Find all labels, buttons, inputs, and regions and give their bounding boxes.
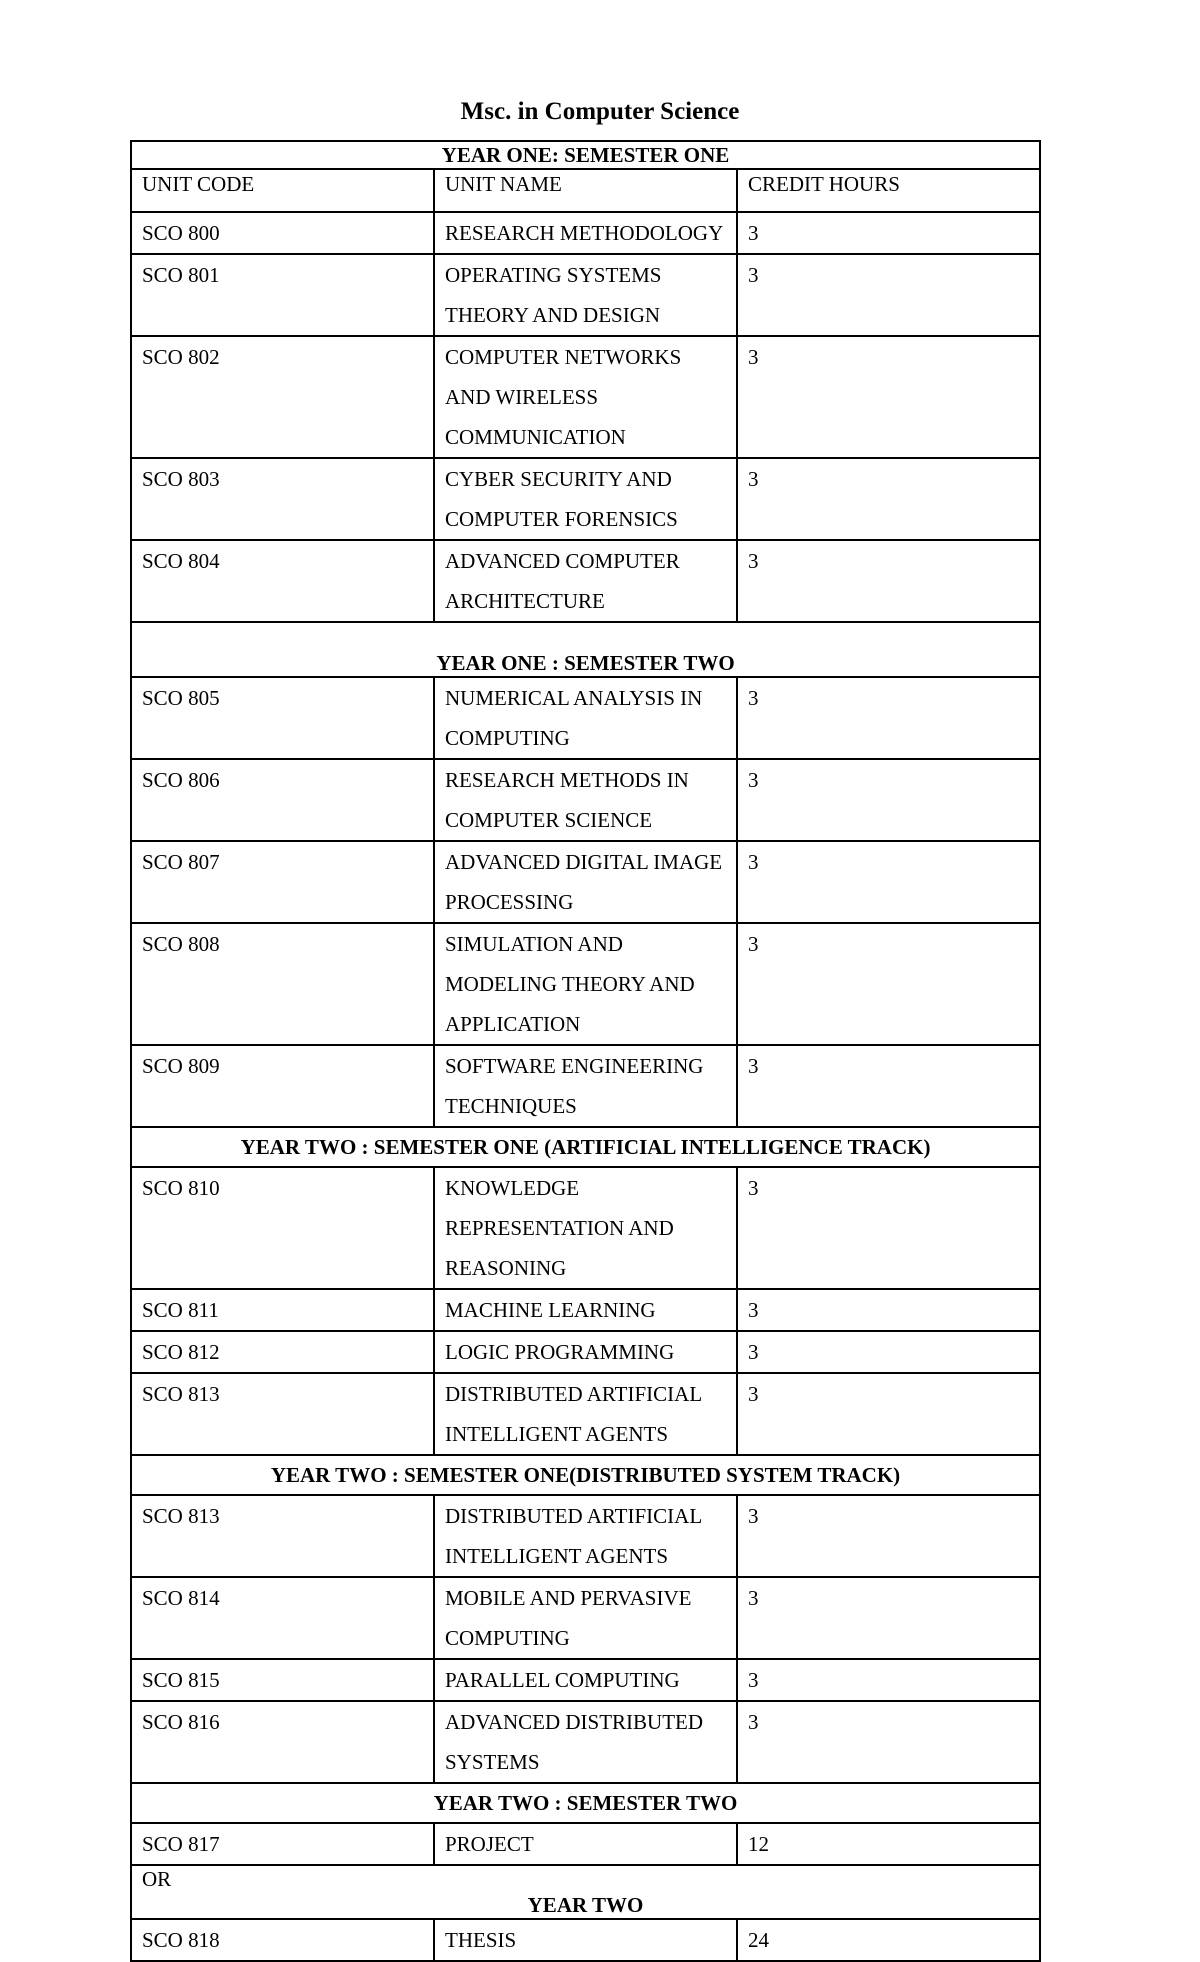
unit-name: PROJECT (434, 1823, 737, 1865)
table-row (131, 540, 1040, 622)
unit-name: RESEARCH METHODS IN COMPUTER SCIENCE (434, 759, 737, 841)
curriculum-table (130, 140, 1041, 1962)
section-header-row (131, 141, 1040, 169)
unit-code: SCO 809 (131, 1045, 434, 1127)
credit-hours: 3 (737, 1167, 1040, 1289)
unit-name: COMPUTER NETWORKS AND WIRELESS COMMUNICATION (434, 336, 737, 458)
credit-hours: 3 (737, 759, 1040, 841)
unit-code: SCO 818 (131, 1919, 434, 1961)
table-row (131, 1701, 1040, 1783)
or-label: OR (142, 1867, 172, 1891)
unit-code: SCO 812 (131, 1331, 434, 1373)
unit-code: SCO 803 (131, 458, 434, 540)
unit-name: ADVANCED COMPUTER ARCHITECTURE (434, 540, 737, 622)
unit-code: SCO 805 (131, 677, 434, 759)
credit-hours: 3 (737, 1331, 1040, 1373)
credit-hours: 24 (737, 1919, 1040, 1961)
credit-hours: 3 (737, 254, 1040, 336)
unit-name: DISTRIBUTED ARTIFICIAL INTELLIGENT AGENTS (434, 1373, 737, 1455)
table-row (131, 212, 1040, 254)
unit-code: SCO 811 (131, 1289, 434, 1331)
unit-code: SCO 804 (131, 540, 434, 622)
credit-hours: 3 (737, 1577, 1040, 1659)
section-title: YEAR TWO : SEMESTER ONE(DISTRIBUTED SYSTEM TRACK) (131, 1455, 1040, 1495)
credit-hours: 3 (737, 458, 1040, 540)
credit-hours: 3 (737, 677, 1040, 759)
unit-name: MACHINE LEARNING (434, 1289, 737, 1331)
unit-name: MOBILE AND PERVASIVE COMPUTING (434, 1577, 737, 1659)
section-header-row (131, 1455, 1040, 1495)
credit-hours-header: CREDIT HOURS (737, 169, 1040, 212)
unit-code-header: UNIT CODE (131, 169, 434, 212)
credit-hours: 3 (737, 336, 1040, 458)
credit-hours: 3 (737, 540, 1040, 622)
unit-code: SCO 801 (131, 254, 434, 336)
unit-code: SCO 810 (131, 1167, 434, 1289)
or-cell (131, 1865, 1040, 1919)
unit-code: SCO 813 (131, 1373, 434, 1455)
table-row (131, 254, 1040, 336)
unit-name: RESEARCH METHODOLOGY (434, 212, 737, 254)
credit-hours: 3 (737, 923, 1040, 1045)
table-row (131, 841, 1040, 923)
table-row (131, 677, 1040, 759)
section-header-row (131, 622, 1040, 677)
credit-hours: 3 (737, 1495, 1040, 1577)
unit-name: OPERATING SYSTEMS THEORY AND DESIGN (434, 254, 737, 336)
unit-code: SCO 802 (131, 336, 434, 458)
unit-name: LOGIC PROGRAMMING (434, 1331, 737, 1373)
credit-hours: 3 (737, 1289, 1040, 1331)
unit-code: SCO 808 (131, 923, 434, 1045)
page-title: Msc. in Computer Science (460, 98, 740, 125)
table-row (131, 1167, 1040, 1289)
table-row (131, 336, 1040, 458)
section-header-row (131, 1783, 1040, 1823)
credit-hours: 3 (737, 1373, 1040, 1455)
unit-name: ADVANCED DIGITAL IMAGE PROCESSING (434, 841, 737, 923)
table-row (131, 458, 1040, 540)
credit-hours: 3 (737, 1045, 1040, 1127)
table-row (131, 1045, 1040, 1127)
unit-code: SCO 816 (131, 1701, 434, 1783)
column-header-row (131, 169, 1040, 212)
unit-name: SOFTWARE ENGINEERING TECHNIQUES (434, 1045, 737, 1127)
unit-code: SCO 807 (131, 841, 434, 923)
credit-hours: 3 (737, 1701, 1040, 1783)
section-title: YEAR TWO : SEMESTER TWO (131, 1783, 1040, 1823)
credit-hours: 3 (737, 212, 1040, 254)
unit-name: PARALLEL COMPUTING (434, 1659, 737, 1701)
table-row (131, 1331, 1040, 1373)
unit-code: SCO 817 (131, 1823, 434, 1865)
unit-code: SCO 813 (131, 1495, 434, 1577)
unit-code: SCO 815 (131, 1659, 434, 1701)
unit-name: KNOWLEDGE REPRESENTATION AND REASONING (434, 1167, 737, 1289)
table-row (131, 1373, 1040, 1455)
table-row (131, 1823, 1040, 1865)
unit-code: SCO 800 (131, 212, 434, 254)
credit-hours: 3 (737, 1659, 1040, 1701)
table-row (131, 759, 1040, 841)
credit-hours: 12 (737, 1823, 1040, 1865)
unit-name: DISTRIBUTED ARTIFICIAL INTELLIGENT AGENTS (434, 1495, 737, 1577)
unit-name: CYBER SECURITY AND COMPUTER FORENSICS (434, 458, 737, 540)
unit-code: SCO 814 (131, 1577, 434, 1659)
section-title: YEAR ONE: SEMESTER ONE (131, 141, 1040, 169)
table-row (131, 1919, 1040, 1961)
section-title: YEAR ONE : SEMESTER TWO (131, 622, 1040, 677)
credit-hours: 3 (737, 841, 1040, 923)
unit-name: SIMULATION AND MODELING THEORY AND APPLICATION (434, 923, 737, 1045)
unit-name: ADVANCED DISTRIBUTED SYSTEMS (434, 1701, 737, 1783)
section-header-row (131, 1865, 1040, 1919)
table-row (131, 923, 1040, 1045)
section-header-row (131, 1127, 1040, 1167)
table-row (131, 1659, 1040, 1701)
unit-name: NUMERICAL ANALYSIS IN COMPUTING (434, 677, 737, 759)
unit-name-header: UNIT NAME (434, 169, 737, 212)
table-row (131, 1495, 1040, 1577)
table-row (131, 1577, 1040, 1659)
table-row (131, 1289, 1040, 1331)
section-title: YEAR TWO : SEMESTER ONE (ARTIFICIAL INTELLIGENCE TRACK) (131, 1127, 1040, 1167)
unit-code: SCO 806 (131, 759, 434, 841)
unit-name: THESIS (434, 1919, 737, 1961)
section-title: YEAR TWO (527, 1893, 644, 1917)
